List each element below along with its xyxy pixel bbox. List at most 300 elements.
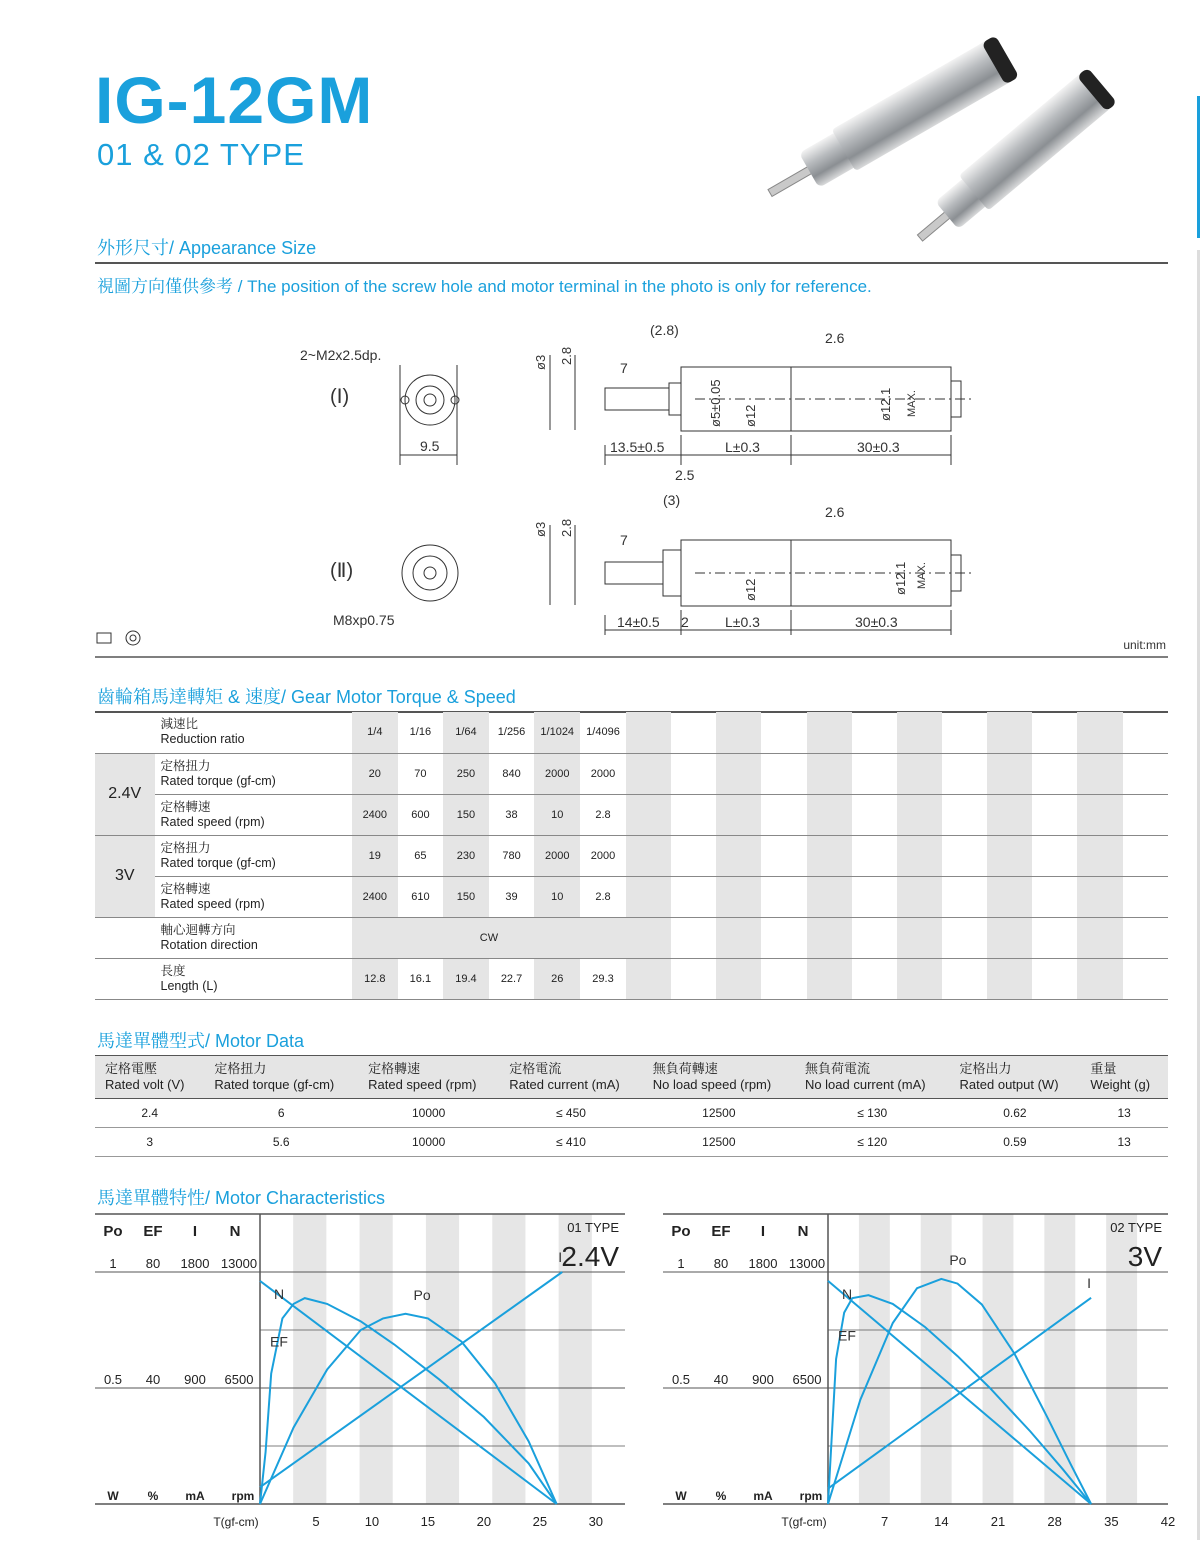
blank-cell — [1077, 917, 1122, 958]
blank-cell — [1032, 876, 1077, 917]
row-label-zh: 定格扭力 — [160, 758, 211, 773]
blank-cell — [852, 712, 897, 753]
blank-cell — [852, 917, 897, 958]
drawing1-face-dia: 9.5 — [420, 438, 440, 454]
value-cell: 1/4096 — [580, 712, 626, 753]
drawing2-len-mid: 2 — [681, 614, 689, 630]
series-label-po: Po — [949, 1251, 967, 1268]
value-cell: 1/1024 — [534, 712, 580, 753]
y-unit-label: % — [715, 1489, 727, 1503]
value-cell: 1/4 — [352, 712, 398, 753]
axis-header: I — [192, 1223, 198, 1240]
value-cell: 2000 — [580, 835, 626, 876]
blank-cell — [1123, 876, 1168, 917]
blank-cell — [807, 712, 852, 753]
blank-cell — [671, 876, 716, 917]
blank-cell — [897, 794, 942, 835]
y-mid-label: 40 — [145, 1372, 161, 1387]
row-label — [155, 958, 353, 999]
blank-cell — [987, 835, 1032, 876]
column-header — [499, 1056, 642, 1099]
drawing1-len1: 13.5±0.5 — [610, 439, 665, 455]
blank-cell — [761, 958, 806, 999]
blank-cell — [626, 712, 671, 753]
blank-cell — [1123, 753, 1168, 794]
blank-cell — [852, 753, 897, 794]
blank-cell — [807, 876, 852, 917]
table-cell: 2.4 — [95, 1099, 204, 1128]
blank-cell — [897, 917, 942, 958]
chart-stripe — [859, 1214, 890, 1504]
blank-cell — [716, 876, 761, 917]
blank-cell — [1032, 958, 1077, 999]
y-mid-label: 0.5 — [671, 1372, 691, 1387]
characteristics-charts — [95, 1212, 1176, 1542]
section-divider — [95, 262, 1168, 264]
appearance-note: 視圖方向僅供參考 / The position of the screw hole and motor terminal in the photo is only for reference. — [97, 277, 872, 296]
blank-cell — [671, 753, 716, 794]
y-unit-label: % — [147, 1489, 159, 1503]
blank-cell — [671, 794, 716, 835]
y-unit-label: rpm — [231, 1489, 255, 1503]
blank-cell — [1123, 794, 1168, 835]
y-top-label: 1800 — [180, 1256, 210, 1271]
value-cell: 65 — [398, 835, 444, 876]
blank-cell — [761, 794, 806, 835]
row-label-en: Rated speed (rpm) — [160, 814, 265, 829]
y-top-label: 1800 — [748, 1256, 778, 1271]
blank-cell — [987, 958, 1032, 999]
value-cell: 780 — [489, 835, 535, 876]
voltage-cell: 2.4V — [95, 753, 155, 835]
series-label-n: N — [842, 1285, 853, 1302]
drawing1-shoulder: (2.8) — [650, 322, 679, 338]
column-header-en: Rated output (W) — [959, 1077, 1059, 1092]
blank-cell — [897, 876, 942, 917]
value-cell: 38 — [489, 794, 535, 835]
blank-cell — [761, 753, 806, 794]
drawing1-motor-dia: ø12.1 — [878, 387, 893, 421]
blank-cell — [761, 712, 806, 753]
row-label-en: Rated speed (rpm) — [160, 896, 265, 911]
section-title-characteristics: 馬達單體特性/ Motor Characteristics — [97, 1188, 386, 1208]
blank-cell — [1077, 958, 1122, 999]
row-label-en: Rotation direction — [160, 937, 258, 952]
value-cell: 2.8 — [580, 876, 626, 917]
y-top-label: 80 — [145, 1256, 161, 1271]
blank-cell — [1032, 917, 1077, 958]
series-label-ef: EF — [270, 1333, 288, 1350]
drawing2-shaft-len: 7 — [620, 532, 628, 548]
x-tick-label: 20 — [476, 1514, 492, 1529]
column-header-zh: 定格電流 — [509, 1061, 562, 1076]
drawing2-shoulder: (3) — [663, 492, 681, 508]
row-label-en: Length (L) — [160, 978, 218, 993]
torque-table — [95, 712, 1168, 1000]
unit-label: unit:mm — [1123, 638, 1166, 652]
chart-stripe — [1044, 1214, 1075, 1504]
empty-cell — [95, 712, 155, 753]
table-cell: 10000 — [358, 1128, 499, 1157]
blank-cell — [1032, 794, 1077, 835]
drawing2-len1: 14±0.5 — [617, 614, 660, 630]
blank-cell — [761, 835, 806, 876]
y-top-label: 80 — [713, 1256, 729, 1271]
axis-header: I — [760, 1223, 766, 1240]
column-header-zh: 無負荷電流 — [804, 1061, 870, 1076]
value-cell: 2400 — [352, 794, 398, 835]
drawing1-screw: 2~M2x2.5dp. — [300, 347, 382, 363]
chart-stripe — [426, 1214, 459, 1504]
y-unit-label: W — [675, 1489, 687, 1503]
value-cell: 2000 — [534, 835, 580, 876]
row-label — [155, 876, 353, 917]
blank-cell — [897, 958, 942, 999]
value-cell: 10 — [534, 876, 580, 917]
blank-cell — [626, 958, 671, 999]
drawing2-label: (Ⅱ) — [330, 560, 354, 582]
x-tick-label: 42 — [1160, 1514, 1176, 1529]
blank-cell — [761, 876, 806, 917]
drawing2-len2: L±0.3 — [725, 614, 760, 630]
table-cell: ≤ 450 — [499, 1099, 642, 1128]
y-unit-label: mA — [753, 1489, 773, 1503]
value-cell: 20 — [352, 753, 398, 794]
table-row — [95, 1099, 1168, 1128]
blank-cell — [716, 794, 761, 835]
drawing2-max: MAX. — [916, 562, 928, 589]
drawing1-len2: L±0.3 — [725, 439, 760, 455]
torque-table-wrap — [95, 712, 1168, 1000]
chart-subtitle: 2.4V — [561, 1241, 619, 1272]
column-header-en: Rated volt (V) — [105, 1077, 185, 1092]
blank-cell — [987, 917, 1032, 958]
value-cell: 840 — [489, 753, 535, 794]
column-header — [795, 1056, 950, 1099]
axis-header: EF — [143, 1223, 163, 1240]
motor-table-wrap — [95, 1056, 1168, 1157]
column-header — [204, 1056, 358, 1099]
row-label — [155, 835, 353, 876]
blank-cell — [1123, 835, 1168, 876]
chart-stripe — [983, 1214, 1014, 1504]
y-mid-label: 6500 — [224, 1372, 254, 1387]
value-cell: 19 — [352, 835, 398, 876]
row-label-zh: 定格轉速 — [160, 799, 211, 814]
x-tick-label: 25 — [532, 1514, 548, 1529]
blank-cell — [1032, 835, 1077, 876]
value-cell: 150 — [443, 794, 489, 835]
table-row — [95, 876, 1168, 917]
value-cell: 29.3 — [580, 958, 626, 999]
blank-cell — [671, 712, 716, 753]
column-header-zh: 定格電壓 — [105, 1061, 158, 1076]
blank-cell — [626, 835, 671, 876]
axis-header: EF — [711, 1223, 731, 1240]
chart-stripe — [921, 1214, 952, 1504]
x-tick-label: 14 — [934, 1514, 949, 1529]
table-row — [95, 1128, 1168, 1157]
blank-cell — [626, 917, 671, 958]
value-cell: 2.8 — [580, 794, 626, 835]
section-title-motor-data: 馬達單體型式/ Motor Data — [97, 1031, 305, 1051]
value-cell: 26 — [534, 958, 580, 999]
blank-cell — [942, 958, 987, 999]
column-header-en: Rated speed (rpm) — [368, 1077, 477, 1092]
x-tick-label: 15 — [420, 1514, 436, 1529]
x-tick-label: 35 — [1104, 1514, 1119, 1529]
axis-header: Po — [103, 1223, 123, 1240]
blank-cell — [1032, 712, 1077, 753]
blank-cell — [807, 917, 852, 958]
row-label-zh: 軸心迴轉方向 — [160, 922, 236, 937]
technical-drawing — [95, 305, 1168, 660]
y-unit-label: W — [107, 1489, 119, 1503]
value-cell: 610 — [398, 876, 444, 917]
blank-cell — [1077, 794, 1122, 835]
blank-cell — [897, 753, 942, 794]
blank-cell — [942, 753, 987, 794]
table-cell: 13 — [1080, 1128, 1168, 1157]
value-cell: 1/64 — [443, 712, 489, 753]
section-title-torque: 齒輪箱馬達轉矩 & 速度/ Gear Motor Torque & Speed — [97, 687, 516, 707]
table-cell: 3 — [95, 1128, 204, 1157]
blank-cell — [807, 753, 852, 794]
table-cell: 0.59 — [950, 1128, 1081, 1157]
row-label-zh: 減速比 — [160, 717, 199, 732]
table-cell: 12500 — [643, 1128, 795, 1157]
table-row — [95, 835, 1168, 876]
x-tick-label: 21 — [990, 1514, 1006, 1529]
x-axis-label: T(gf-cm) — [781, 1515, 827, 1529]
value-cell: 1/256 — [489, 712, 535, 753]
blank-cell — [807, 958, 852, 999]
blank-cell — [671, 917, 716, 958]
blank-cell — [942, 794, 987, 835]
drawing1-gap: 2.5 — [675, 467, 695, 483]
table-cell: 13 — [1080, 1099, 1168, 1128]
row-label-en: Reduction ratio — [160, 732, 245, 747]
column-header-zh: 定格扭力 — [214, 1061, 267, 1076]
series-label-i: I — [558, 1249, 563, 1265]
row-label-zh: 定格扭力 — [160, 840, 211, 855]
column-header — [1080, 1056, 1168, 1099]
drawing1-body: ø12 — [743, 404, 758, 427]
value-cell: 250 — [443, 753, 489, 794]
table-cell: 0.62 — [950, 1099, 1081, 1128]
y-mid-label: 0.5 — [103, 1372, 123, 1387]
value-cell: 150 — [443, 876, 489, 917]
blank-cell — [716, 712, 761, 753]
blank-cell — [807, 835, 852, 876]
blank-cell — [852, 794, 897, 835]
column-header — [358, 1056, 499, 1099]
value-cell: 39 — [489, 876, 535, 917]
row-label — [155, 712, 353, 753]
x-tick-label: 10 — [364, 1514, 380, 1529]
blank-cell — [852, 835, 897, 876]
voltage-cell: 3V — [95, 835, 155, 917]
blank-cell — [987, 794, 1032, 835]
blank-cell — [897, 835, 942, 876]
motor-data-table — [95, 1056, 1168, 1157]
row-label — [155, 753, 353, 794]
blank-cell — [716, 958, 761, 999]
table-row — [95, 958, 1168, 999]
column-header-zh: 重量 — [1090, 1061, 1117, 1076]
drawing2-top: 2.6 — [825, 504, 845, 520]
blank-cell — [1123, 917, 1168, 958]
section-title-appearance: 外形尺寸/ Appearance Size — [97, 238, 317, 258]
blank-cell — [626, 753, 671, 794]
page-subtitle: 01 & 02 TYPE — [97, 137, 305, 172]
blank-cell — [671, 958, 716, 999]
table-cell: 5.6 — [204, 1128, 358, 1157]
drawing2-len3: 30±0.3 — [855, 614, 898, 630]
blank-cell — [1032, 753, 1077, 794]
y-unit-label: rpm — [799, 1489, 823, 1503]
empty-cell — [95, 917, 155, 958]
blank-cell — [1077, 876, 1122, 917]
blank-cell — [716, 835, 761, 876]
row-label-en: Rated torque (gf-cm) — [160, 773, 276, 788]
blank-cell — [1077, 712, 1122, 753]
table-row — [95, 753, 1168, 794]
series-label-ef: EF — [838, 1327, 856, 1344]
table-cell: ≤ 130 — [795, 1099, 950, 1128]
blank-cell — [807, 794, 852, 835]
blank-cell — [897, 712, 942, 753]
y-top-label: 13000 — [788, 1256, 826, 1271]
y-mid-label: 900 — [184, 1372, 206, 1387]
column-header-en: No load speed (rpm) — [652, 1077, 772, 1092]
drawing1-shaft-len: 7 — [620, 360, 628, 376]
drawing2-thread: M8xp0.75 — [333, 612, 395, 628]
drawing2-body: ø12 — [743, 578, 758, 601]
x-axis-label: T(gf-cm) — [213, 1515, 259, 1529]
x-tick-label: 28 — [1047, 1514, 1062, 1529]
y-mid-label: 6500 — [792, 1372, 822, 1387]
blank-cell — [987, 712, 1032, 753]
series-label-i: I — [1087, 1274, 1091, 1291]
series-label-po: Po — [413, 1286, 431, 1303]
blank-cell — [671, 835, 716, 876]
drawing1-boss: ø5±0.05 — [708, 379, 723, 427]
axis-header: N — [797, 1223, 809, 1240]
column-header-en: Weight (g) — [1090, 1077, 1151, 1092]
blank-cell — [716, 753, 761, 794]
blank-cell — [716, 917, 761, 958]
value-cell: 19.4 — [443, 958, 489, 999]
blank-cell — [987, 753, 1032, 794]
value-cell: 2000 — [580, 753, 626, 794]
value-cell: 600 — [398, 794, 444, 835]
value-cell: 2400 — [352, 876, 398, 917]
y-mid-label: 900 — [752, 1372, 774, 1387]
page-title: IG-12GM — [95, 63, 374, 137]
value-cell: 1/16 — [398, 712, 444, 753]
table-cell: 6 — [204, 1099, 358, 1128]
product-photo — [740, 28, 1160, 248]
column-header — [643, 1056, 795, 1099]
blank-cell — [942, 917, 987, 958]
chart-subtitle: 3V — [1127, 1241, 1162, 1272]
table-row — [95, 712, 1168, 753]
blank-cell — [987, 876, 1032, 917]
blank-cell — [1077, 835, 1122, 876]
drawing2-d2: 2.8 — [559, 518, 574, 537]
column-header — [95, 1056, 204, 1099]
axis-header: Po — [671, 1223, 691, 1240]
chart-title: 01 TYPE — [567, 1220, 619, 1235]
value-cell: 16.1 — [398, 958, 444, 999]
table-cell: ≤ 410 — [499, 1128, 642, 1157]
value-cell: 10 — [534, 794, 580, 835]
x-tick-label: 7 — [881, 1514, 889, 1529]
column-header-zh: 定格轉速 — [368, 1061, 421, 1076]
blank-cell — [1123, 712, 1168, 753]
blank-cell — [626, 876, 671, 917]
drawing2-d1: ø3 — [533, 521, 548, 537]
value-cell: 22.7 — [489, 958, 535, 999]
blank-cell — [1077, 753, 1122, 794]
drawing2-motor-dia: ø12.1 — [893, 561, 908, 595]
table-cell: 12500 — [643, 1099, 795, 1128]
drawing1-d1: ø3 — [533, 354, 548, 370]
column-header-en: Rated torque (gf-cm) — [214, 1077, 335, 1092]
rotation-value: CW — [352, 917, 626, 958]
value-cell: 12.8 — [352, 958, 398, 999]
blank-cell — [942, 876, 987, 917]
row-label-zh: 長度 — [160, 963, 186, 978]
drawing1-max: MAX. — [906, 390, 918, 417]
drawing1-label: (Ⅰ) — [330, 386, 350, 408]
y-top-label: 13000 — [220, 1256, 258, 1271]
table-row — [95, 794, 1168, 835]
row-label — [155, 794, 353, 835]
x-tick-label: 5 — [312, 1514, 320, 1529]
drawing1-d2: 2.8 — [559, 346, 574, 365]
y-unit-label: mA — [185, 1489, 205, 1503]
x-tick-label: 30 — [588, 1514, 604, 1529]
y-mid-label: 40 — [713, 1372, 729, 1387]
row-label-zh: 定格轉速 — [160, 881, 211, 896]
blank-cell — [942, 835, 987, 876]
y-top-label: 1 — [109, 1256, 117, 1271]
value-cell: 2000 — [534, 753, 580, 794]
drawing1-top: 2.6 — [825, 330, 845, 346]
value-cell: 230 — [443, 835, 489, 876]
chart-title: 02 TYPE — [1110, 1220, 1162, 1235]
table-row — [95, 917, 1168, 958]
drawing1-len3: 30±0.3 — [857, 439, 900, 455]
empty-cell — [95, 958, 155, 999]
column-header-zh: 無負荷轉速 — [652, 1061, 718, 1076]
blank-cell — [1123, 958, 1168, 999]
column-header — [950, 1056, 1081, 1099]
column-header-zh: 定格出力 — [959, 1061, 1012, 1076]
y-top-label: 1 — [677, 1256, 685, 1271]
column-header-en: Rated current (mA) — [509, 1077, 620, 1092]
row-label — [155, 917, 353, 958]
series-label-n: N — [274, 1285, 285, 1302]
table-cell: ≤ 120 — [795, 1128, 950, 1157]
value-cell: 70 — [398, 753, 444, 794]
blank-cell — [852, 958, 897, 999]
blank-cell — [942, 712, 987, 753]
blank-cell — [761, 917, 806, 958]
blank-cell — [626, 794, 671, 835]
